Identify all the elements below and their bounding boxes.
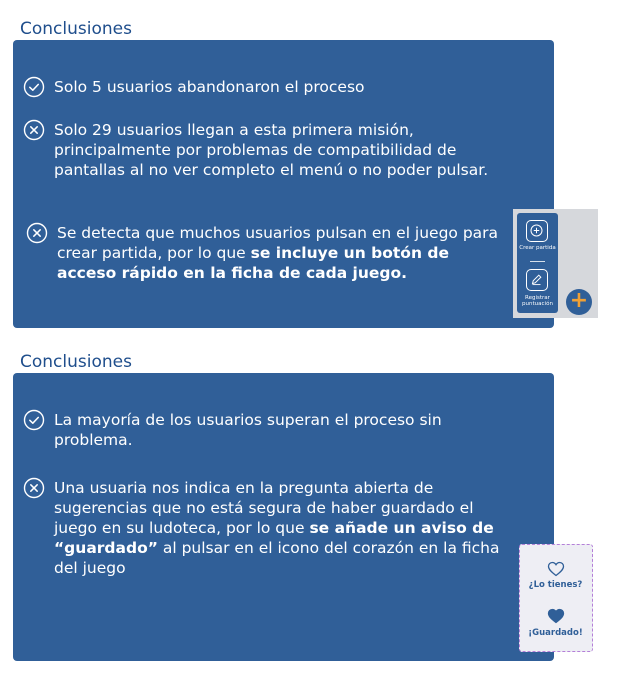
item-text: Solo 29 usuarios llegan a esta primera misión, principalmente por problemas de compatibilidad de pantallas al no ver completo el menú o no poder pulsar.	[54, 121, 489, 179]
item-text: Se detecta que muchos usuarios pulsan en el juego para crear partida, por lo que se incluye un botón de acceso rápido en la ficha de cada juego.	[57, 224, 499, 282]
check-circle-icon	[23, 409, 45, 431]
create-game-button[interactable]	[526, 220, 548, 242]
check-circle-icon	[23, 76, 45, 98]
section-title: Conclusiones	[20, 19, 132, 39]
list-item	[23, 77, 493, 98]
question-label: ¿Lo tienes?	[528, 580, 583, 590]
plus-circle-icon	[527, 221, 546, 240]
saved-notice-mockup	[519, 544, 593, 652]
list-item	[23, 478, 513, 578]
item-text: La mayoría de los usuarios superan el proceso sin problema.	[54, 411, 442, 449]
pencil-icon	[527, 270, 546, 289]
x-circle-icon	[26, 222, 48, 244]
heart-outline-icon[interactable]	[547, 561, 565, 577]
x-circle-icon	[23, 477, 45, 499]
x-circle-icon	[23, 119, 45, 141]
register-score-label: Registrar puntuación	[522, 295, 553, 307]
add-fab-button[interactable]: +	[566, 289, 592, 315]
create-game-label: Crear partida	[519, 245, 556, 251]
item-text: Una usuaria nos indica en la pregunta abierta de sugerencias que no está segura de haber guardado el juego en su ludoteca, por lo que se añade un aviso de “guardado” al pulsar en el icono del corazón en la ficha del juego	[54, 479, 500, 577]
saved-label: ¡Guardado!	[528, 628, 583, 638]
list-item	[23, 410, 493, 450]
heart-filled-icon[interactable]	[547, 608, 565, 624]
list-item	[23, 120, 503, 180]
item-text: Solo 5 usuarios abandonaron el proceso	[54, 78, 365, 96]
divider	[530, 261, 545, 262]
section-title: Conclusiones	[20, 352, 132, 372]
register-score-button[interactable]	[526, 269, 548, 291]
quick-access-panel	[517, 213, 558, 313]
list-item	[26, 223, 510, 283]
